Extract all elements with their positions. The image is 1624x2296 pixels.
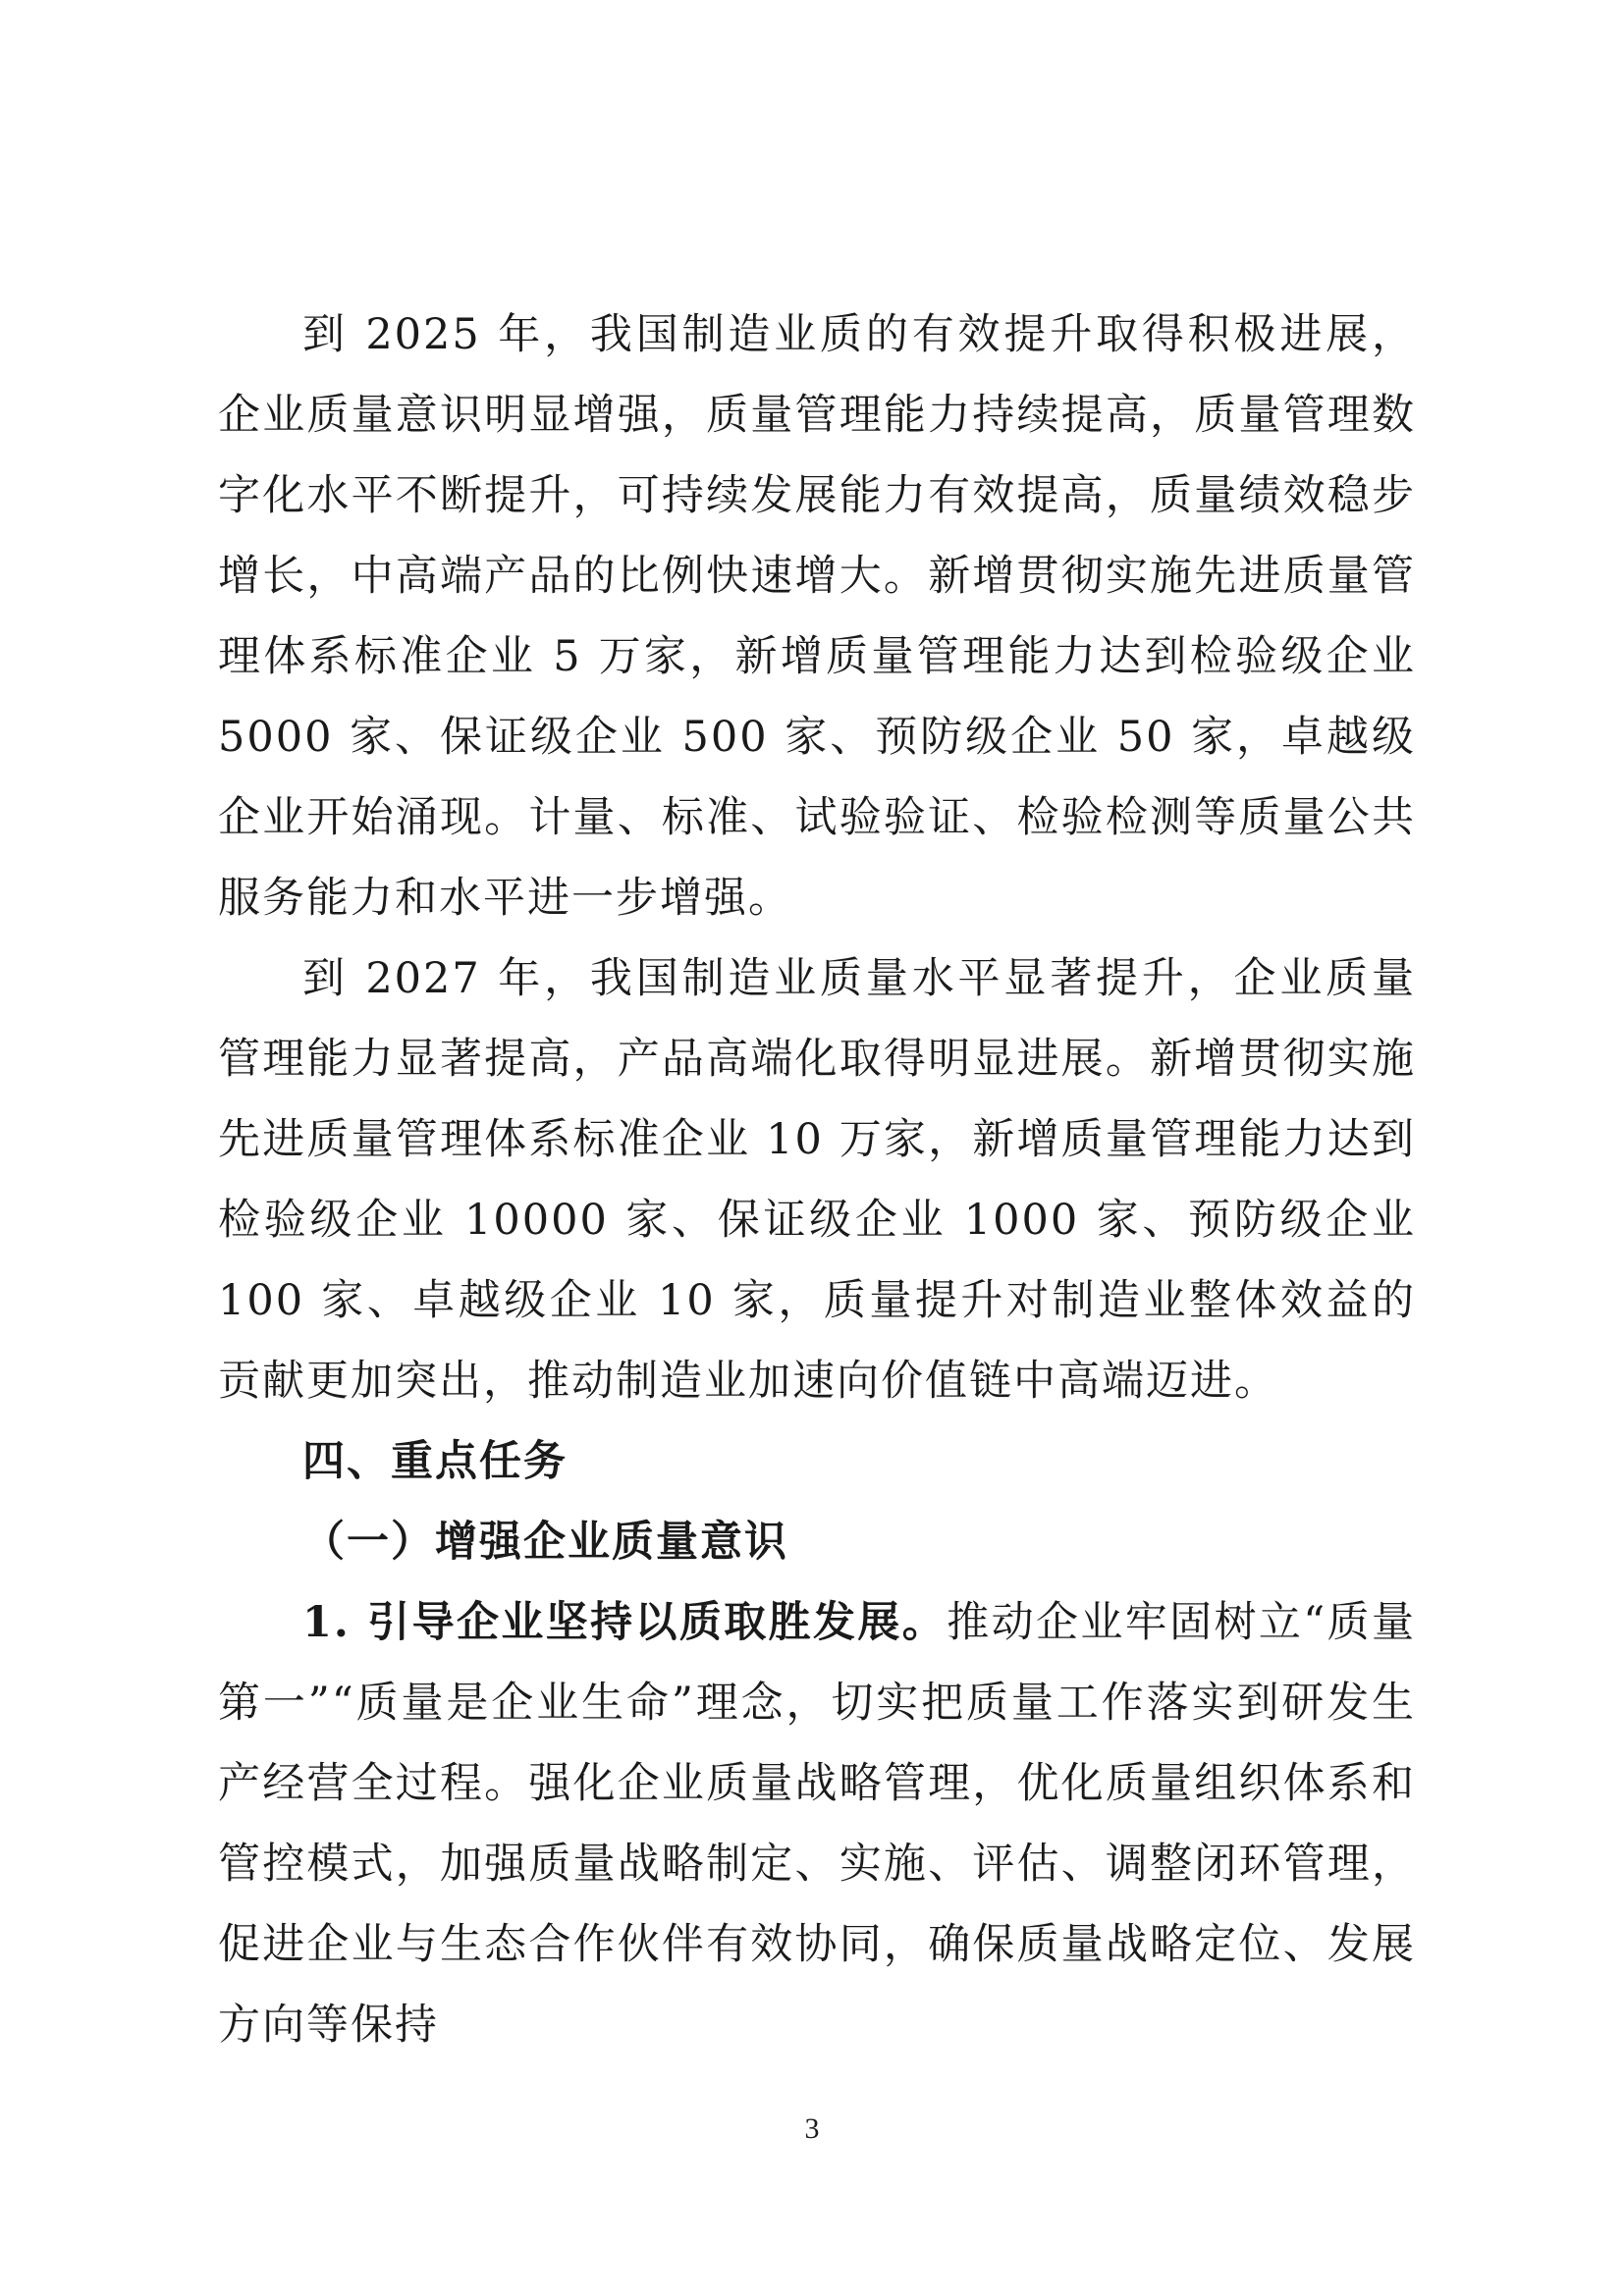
task-item-lead: 1. 引导企业坚持以质取胜发展。 (302, 1598, 947, 1647)
paragraph-2025-goals: 到 2025 年，我国制造业质的有效提升取得积极进展，企业质量意识明显增强，质量管理能力持续提高，质量管理数字化水平不断提升，可持续发展能力有效提高，质量绩效稳步增长，中高端产品的比例快速增大。新增贯彻实施先进质量管理体系标准企业 5 万家，新增质量管理能力达到检验级企业 5000 家、保证级企业 500 家、预防级企业 50 家，卓越级企业开始涌现。计量、标准、试验验证、检验检测等质量公共服务能力和水平进一步增强。 (218, 310, 1416, 923)
task-item-1 (218, 1582, 1416, 2065)
subsection-heading: （一）增强企业质量意识 (302, 1518, 788, 1567)
page-number: 3 (804, 2112, 820, 2145)
document-body (218, 294, 1416, 2065)
section-heading: 四、重点任务 (302, 1437, 568, 1486)
paragraph-2027-goals: 到 2027 年，我国制造业质量水平显著提升，企业质量管理能力显著提高，产品高端化取得明显进展。新增贯彻实施先进质量管理体系标准企业 10 万家，新增质量管理能力达到检验级企业 10000 家、保证级企业 1000 家、预防级企业 100 家、卓越级企业 10 家，质量提升对制造业整体效益的贡献更加突出，推动制造业加速向价值链中高端迈进。 (218, 954, 1416, 1406)
task-item-text: 推动企业牢固树立“质量第一”“质量是企业生命”理念，切实把质量工作落实到研发生产经营全过程。强化企业质量战略管理，优化质量组织体系和管控模式，加强质量战略制定、实施、评估、调整闭环管理，促进企业与生态合作伙伴有效协同，确保质量战略定位、发展方向等保持 (218, 1598, 1416, 2050)
